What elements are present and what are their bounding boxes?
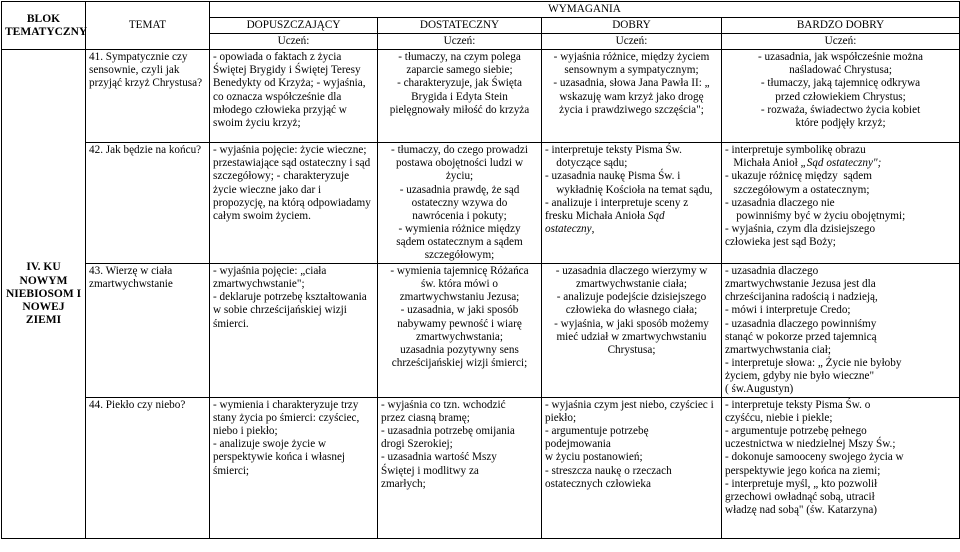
cell-41-dopuszczajacy: - opowiada o faktach z życia Świętej Brygidy i Świętej Teresy Benedykty od Krzyża; - wyjaśnia, co oznacza współcześnie dla młodego człowieka przyjąć w swoim życiu krzyż; [210,50,378,143]
text-line: - deklaruje potrzebę kształtowania [213,291,367,304]
text-line: zmarłych; [381,477,426,490]
text-line: - analizuje swoje życie w [213,438,327,451]
cell-42-dostateczny [378,143,542,264]
topic-41: 41. Sympatycznie czy sensownie, czyli jak przyjąć krzyż Chrystusa? [86,50,210,143]
text-line: niebo i piekło; [213,425,278,438]
cell-43-dostateczny [378,264,542,398]
text-line: - interpretuje słowa: „ Życie nie byłoby [725,356,902,369]
text-line: - dokonuje samooceny swojego życia w [725,451,904,464]
text-line: zmartwychwstaniu Jezusa; [399,291,520,304]
table-row [2,50,960,143]
cell-43-bardzo-dobry [722,264,960,398]
text-line: ostateczny wzywa do [411,196,508,209]
text-line: wskazuję wam krzyż jako drogę [559,90,704,103]
topic-43: 43. Wierzę w ciała zmartwychwstanie [86,264,210,398]
cell-42-dobry: - interpretuje teksty Pisma Św. dotyczące sądu; - uzasadnia naukę Pisma Św. i wykładnię Kościoła na temat sądu, - analizuje i interpretuje sceny z fresku Michała Anioła Sąd ostateczny, [542,143,722,264]
table-row [2,398,960,539]
text-line: - streszcza naukę o rzeczach [545,464,672,477]
text-line: - argumentuje potrzebę [545,425,649,438]
header-blok: BLOK TEMATYCZNY [2,2,86,50]
text-line: śmierci. [213,317,249,330]
text-line: - uzasadnia dlaczego powinniśmy [725,317,877,330]
cell-44-dostateczny [378,398,542,539]
text-line: zaparcie samego siebie; [406,64,513,77]
text-line: - interpretuje teksty Pisma Św. o [725,399,871,412]
text-line: - wymienia różnice między [398,222,521,235]
text-line: stanąć w pokorze przed tajemnicą [725,330,877,343]
text-line: człowieka do własnego ciała; [565,304,698,317]
text-line: władzę nad sobą" (św. Katarzyna) [725,503,878,516]
topic-42: 42. Jak będzie na końcu? [86,143,210,264]
text-line: czyśćcu, niebie i piekle; [725,412,833,425]
text-line: śmierci; [213,464,250,477]
text-line: zmartwychwstania ciał; [725,343,831,356]
text-line: zmartwychwstania; [416,330,503,343]
text-line: naśladować Chrystusa; [789,64,892,77]
header-uczen-1: Uczeń: [210,34,378,50]
text-line: chrześcijańskiej wizji śmierci; [391,356,528,369]
text-line: - uzasadnia potrzebę omijania [381,425,515,438]
table-row [2,143,960,264]
text-line: uczestnictwa w niedzielnej Mszy Św.; [725,438,896,451]
cell-44-bardzo-dobry [722,398,960,539]
text-line: - wymienia i charakteryzuje trzy [213,399,359,412]
text-line: - interpretuje myśl, „ kto pozwolił [725,477,878,490]
header-level-dostateczny: DOSTATECZNY [378,18,542,34]
text-line: które podjęły krzyż; [795,116,886,129]
text-line: zmartwychwstanie Jezusa jest dla [725,278,876,291]
header-temat: TEMAT [86,2,210,50]
cell-44-dopuszczajacy [210,398,378,539]
blok-name: IV. KU NOWYM NIEBIOSOM I NOWEJ ZIEMI [2,50,86,539]
text-line: - tłumaczy, na czym polega [398,51,521,64]
cell-43-dobry [542,264,722,398]
text-line: ( św.Augustyn) [725,382,794,395]
text-line: - uzasadnia, słowa Jana Pawła II: „ [553,77,710,90]
text-line: mieć udział w zmartwychwstaniu [556,330,707,343]
text-line: - wyjaśnia różnice, między życiem [553,51,710,64]
text-line: życiu; [445,170,474,183]
header-uczen-4: Uczeń: [722,34,960,50]
text-line: drogi Szerokiej; [381,438,453,451]
text-line: podejmowania [545,438,611,451]
text-line: - uzasadnia, jak współcześnie można [758,51,923,64]
text-line: - tłumaczy, do czego prowadzi [391,144,528,157]
table-row [2,264,960,398]
text-line: chrześcijanina radością i nadzieją, [725,291,878,304]
text-line: - uzasadnia wartość Mszy [381,451,497,464]
text-line: pielęgnowały miłość do krzyża [389,103,530,116]
text-line: - uzasadnia prawdę, że sąd [399,183,520,196]
text-line: - uzasadnia, w jaki sposób [400,304,519,317]
cell-44-dobry [542,398,722,539]
text-line: - wyjaśnia czym jest niebo, czyściec i [545,399,714,412]
header-level-dopuszczajacy: DOPUSZCZAJĄCY [210,18,378,34]
header-wymagania: WYMAGANIA [210,2,960,18]
text-line: uzasadnia pozytywny sens [400,343,519,356]
text-line: przed człowiekiem Chrystus; [775,90,906,103]
text-line: - wyjaśnia co tzn. wchodzić [381,399,506,412]
text-line: Chrystusa; [607,343,656,356]
text-line: zmartwychwstanie ciała; [576,278,687,291]
text-line: - mówi i interpretuje Credo; [725,304,851,317]
text-line: przez ciasną bramę; [381,412,470,425]
text-line: nawrócenia i pokuty; [412,209,507,222]
text-line: perspektywie końca i własnej [213,451,346,464]
cell-42-bardzo-dobry: - interpretuje symbolikę obrazu Michała Anioł „Sąd ostateczny"; - ukazuje różnicę między sądem szczegółowym a ostatecznym; - uzasadnia dlaczego nie powinniśmy być w życiu obojętnymi; - wyjaśnia, czym dla dzisiejszego człowieka jest sąd Boży; [722,143,960,264]
header-level-dobry: DOBRY [542,18,722,34]
text-line: piekło; [545,412,577,425]
text-line: życia i prawdziwego szczęścia"; [559,103,704,116]
text-line: - wymienia tajemnicę Różańca [390,265,529,278]
text-line: nabywamy pewność i wiarę [397,317,522,330]
text-line: - tłumaczy, jaką tajemnicę odkrywa [760,77,921,90]
text-line: - rozważa, świadectwo życia kobiet [760,103,921,116]
text-line: szczegółowym; [424,249,495,262]
requirements-table [1,1,960,539]
text-line: - argumentuje potrzebę pełnego [725,425,867,438]
cell-43-dopuszczajacy [210,264,378,398]
header-level-bardzo-dobry: BARDZO DOBRY [722,18,960,34]
header-uczen-3: Uczeń: [542,34,722,50]
text-line: - uzasadnia dlaczego [725,265,819,278]
text-line: w sobie chrześcijańskiej wizji [213,304,347,317]
text-line: sensownym a sympatycznym; [564,64,699,77]
text-line: zmartwychwstanie"; [213,278,305,291]
text-line: - wyjaśnia pojęcie: „ciała [213,265,327,278]
text-line: postawa obojętności ludzi w [395,157,524,170]
topic-44: 44. Piekło czy niebo? [86,398,210,539]
text-line: - uzasadnia dlaczego wierzymy w [555,265,708,278]
text-line: - analizuje podejście dzisiejszego [556,291,707,304]
text-line: - charakteryzuje, jak Święta [397,77,522,90]
cell-42-dopuszczajacy: - wyjaśnia pojęcie: życie wieczne; przestawiające sąd ostateczny i sąd szczegółowy; - charakteryzuje życie wieczne jako dar i propozycję, na którą odpowiadamy całym swoim życiem. [210,143,378,264]
text-line: w życiu postanowień; [545,451,643,464]
text-line: Brygida i Edyta Stein [411,90,508,103]
text-line: perspektywie jego końca na ziemi; [725,464,881,477]
header-uczen-2: Uczeń: [378,34,542,50]
cell-41-bardzo-dobry [722,50,960,143]
text-line: - wyjaśnia, w jaki sposób możemy [554,317,709,330]
text-line: św. która mówi o [421,278,498,291]
text-line: sądem ostatecznym a sądem [396,235,523,248]
cell-41-dostateczny [378,50,542,143]
text-line: życiem, gdyby nie było wieczne" [725,369,875,382]
text-line: stany życia po śmierci: czyściec, [213,412,360,425]
cell-41-dobry [542,50,722,143]
text-line: grzechowi owładnąć sobą, utracił [725,490,875,503]
text-line: Świętej i modlitwy za [381,464,479,477]
text-line: ostatecznych człowieka [545,477,651,490]
